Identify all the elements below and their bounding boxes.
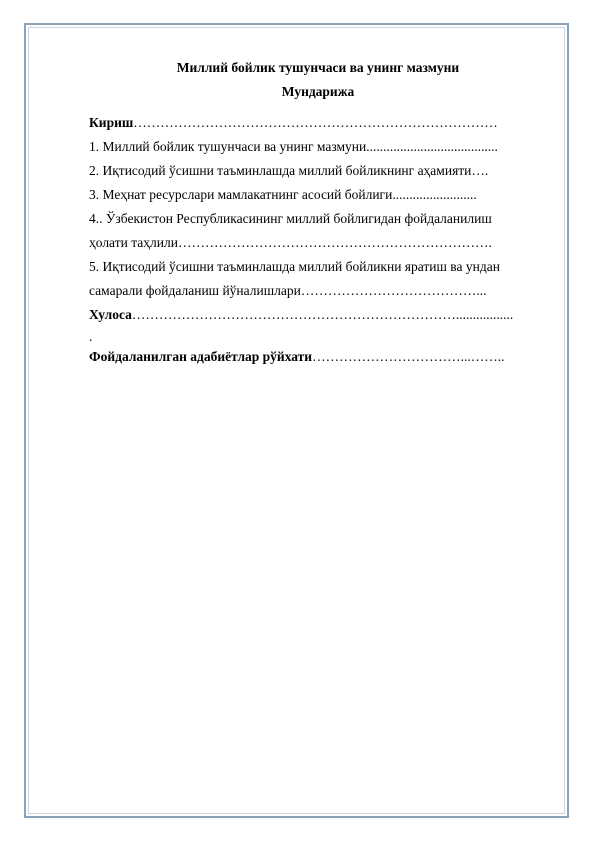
toc-entry-label: . xyxy=(89,329,93,344)
toc-entry-label: Фойдаланилган адабиётлар рўйхати xyxy=(89,349,313,364)
document-title: Миллий бойлик тушунчаси ва унинг мазмуни xyxy=(176,60,460,75)
toc-entry-leader: …. xyxy=(471,163,489,178)
toc-entry-3 xyxy=(89,186,529,204)
toc-entry-5-line2 xyxy=(89,282,529,300)
toc-entry-leader: ………………………………………………………………................. xyxy=(131,307,514,322)
toc-entry-label: 2. Иқтисодий ўсишни таъминлашда миллий бойликнинг аҳамияти xyxy=(89,163,472,178)
toc-entry-conclusion xyxy=(89,306,529,324)
toc-entry-label: ҳолати таҳлили xyxy=(89,235,178,250)
toc-entry-leader: ......................... xyxy=(392,187,477,202)
toc-entry-introduction xyxy=(89,114,529,132)
toc-entry-label: 1. Миллий бойлик тушунчаси ва унинг мазмуни xyxy=(89,139,367,154)
toc-entry-leader: ……………………………...…….. xyxy=(312,349,505,364)
toc-entry-leader: ....................................... xyxy=(366,139,498,154)
toc-entry-5-line1 xyxy=(89,258,529,276)
toc-heading: Мундарижа xyxy=(281,84,355,99)
toc-entry-leader: ……………………………………………………………. xyxy=(177,235,492,250)
toc-entry-references xyxy=(89,348,529,366)
toc-entry-4-line2 xyxy=(89,234,529,252)
toc-entry-2 xyxy=(89,162,529,180)
toc-entry-4-line1 xyxy=(89,210,529,228)
toc-entry-label: 4.. Ўзбекистон Республикасининг миллий бойлигидан фойдаланилиш xyxy=(89,211,492,226)
toc-entry-label: Хулоса xyxy=(89,307,132,322)
toc-entry-1 xyxy=(89,138,529,156)
toc-entry-label: 3. Меҳнат ресурслари мамлакатнинг асосий бойлиги xyxy=(89,187,393,202)
toc-entry-stray-period xyxy=(89,328,529,346)
toc-entry-leader: ……………………………………………………………………… xyxy=(133,115,498,130)
toc-entry-label: Кириш xyxy=(89,115,134,130)
toc-entry-label: самарали фойдаланиш йўналишлари xyxy=(89,283,301,298)
toc-entry-leader: …………………………………... xyxy=(300,283,487,298)
toc-entry-label: 5. Иқтисодий ўсишни таъминлашда миллий бойликни яратиш ва ундан xyxy=(89,259,500,274)
